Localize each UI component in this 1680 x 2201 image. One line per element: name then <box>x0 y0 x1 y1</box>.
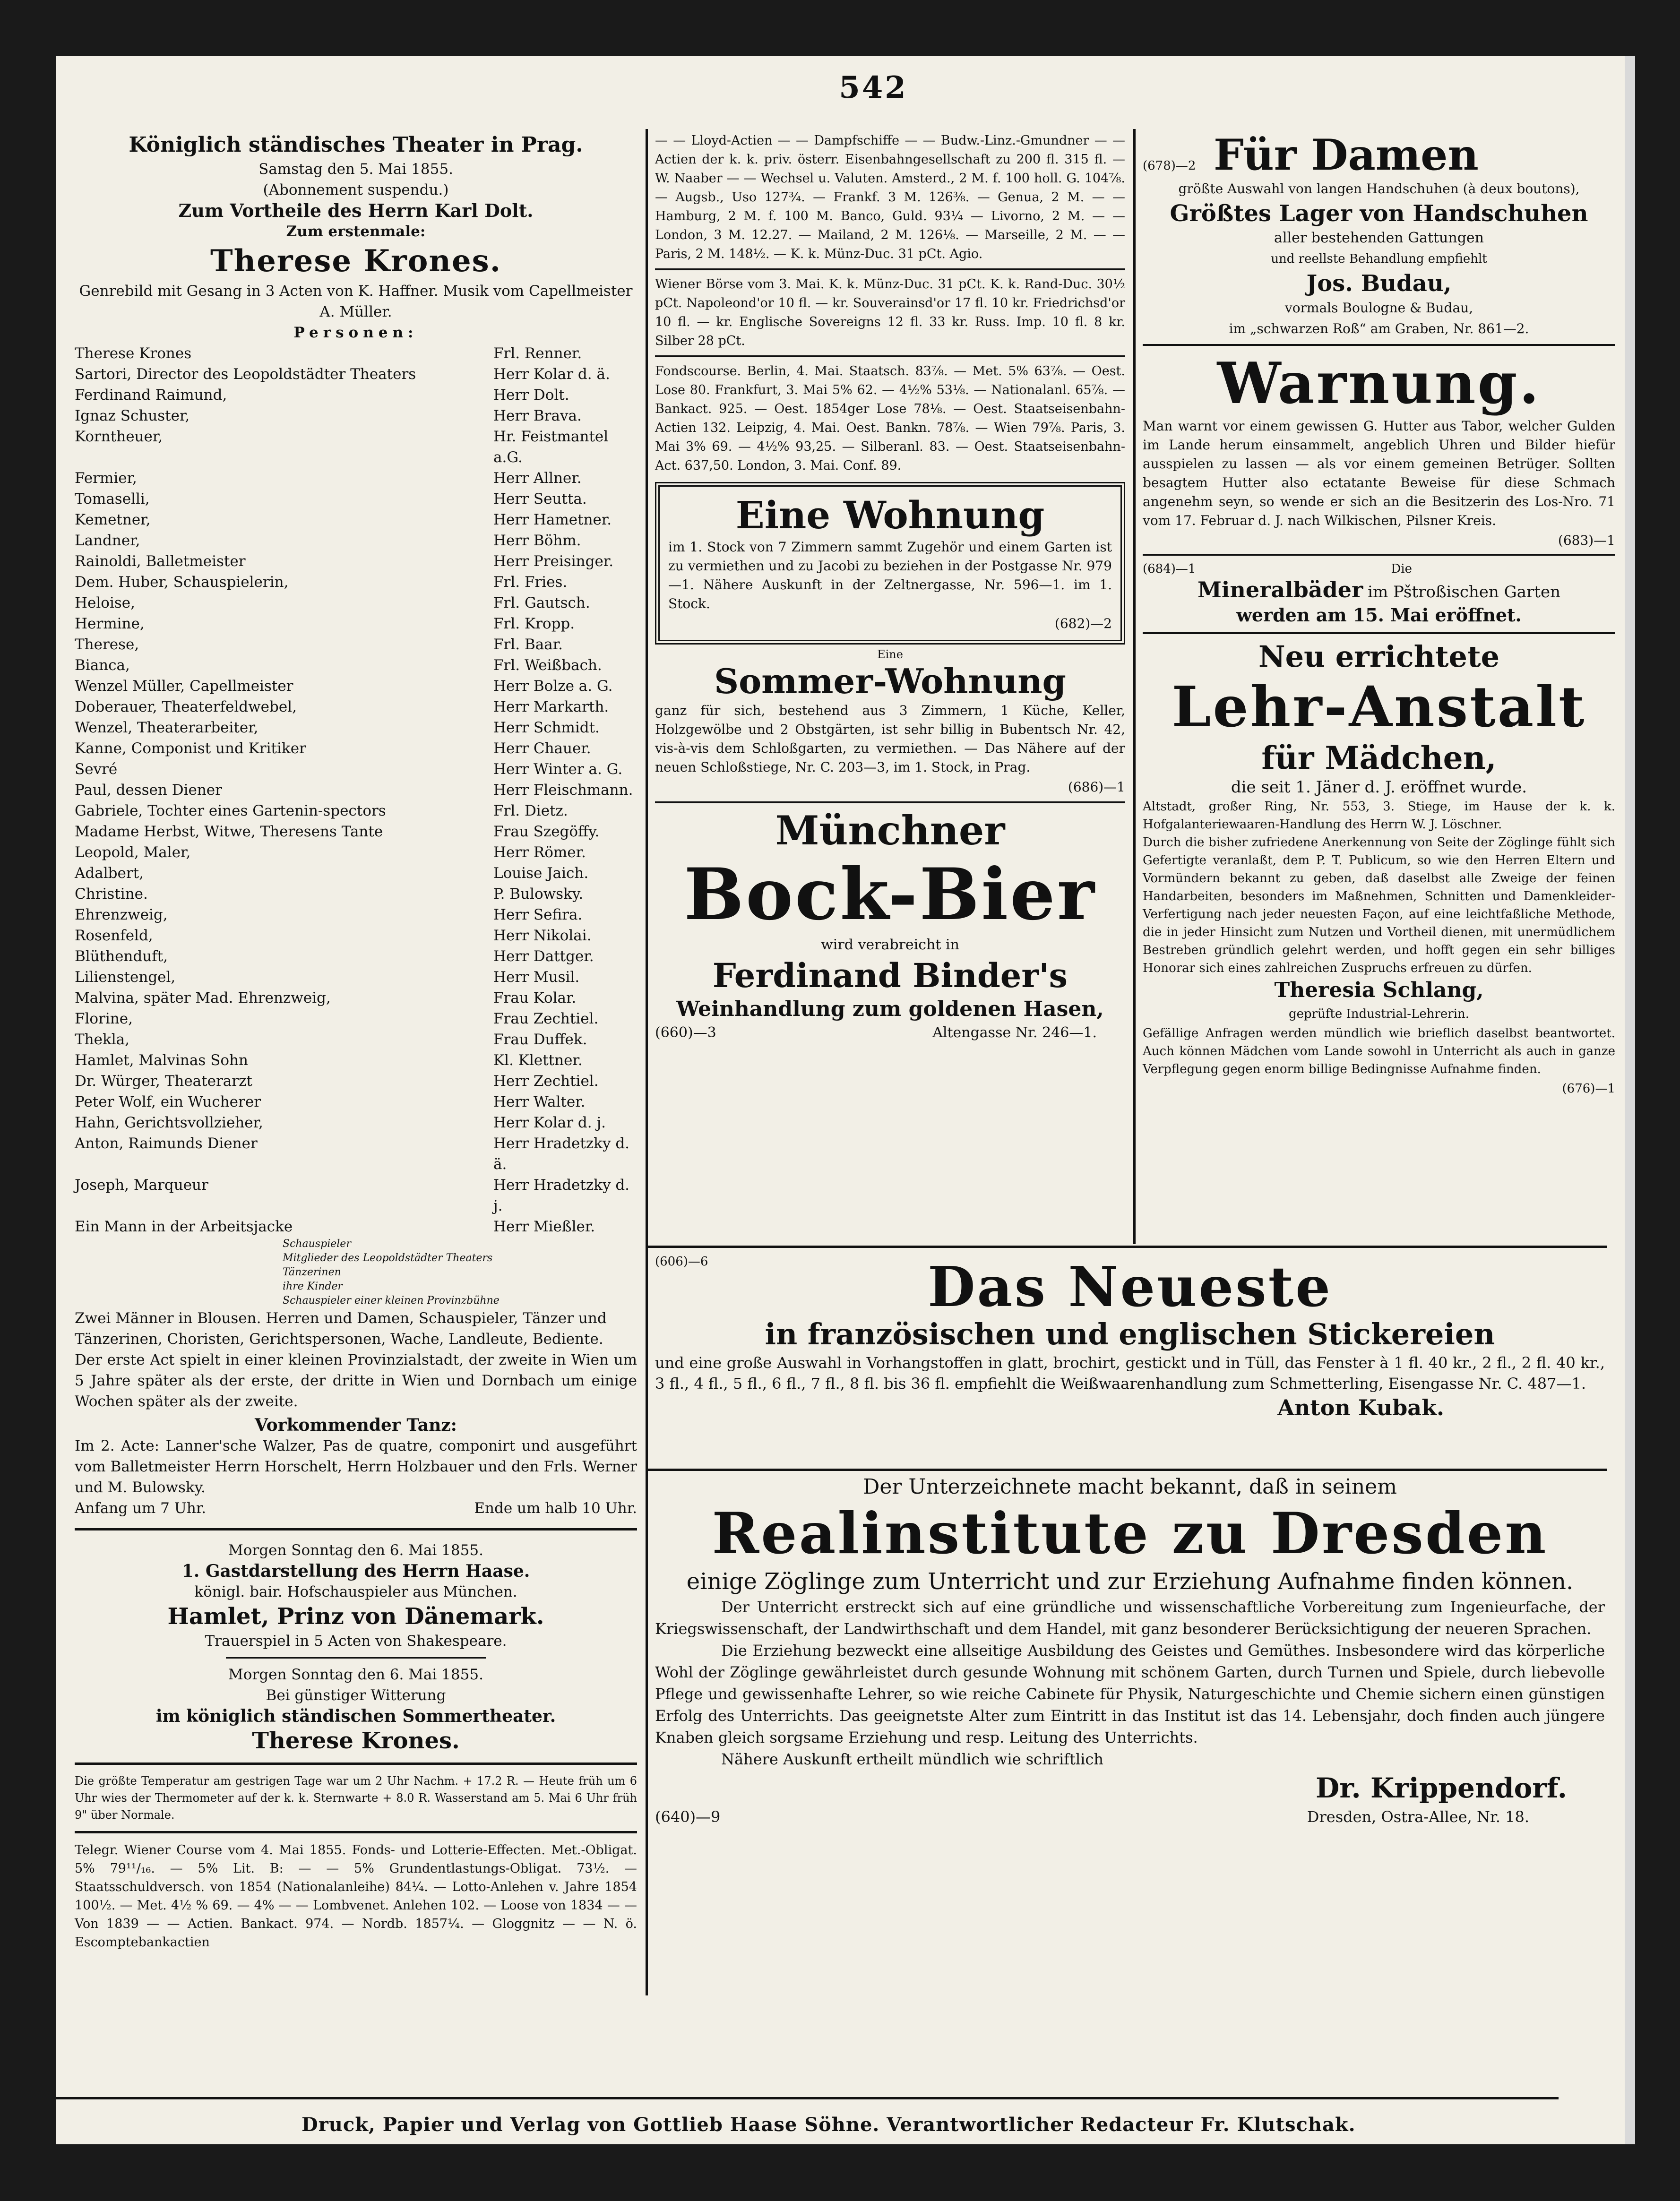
ad-neueste-name: Anton Kubak. <box>1277 1395 1444 1420</box>
cast-role: Heloise, <box>75 594 135 611</box>
cast-actor: Frl. Fries. <box>493 574 568 591</box>
cast-row <box>75 1008 635 1029</box>
bourse-rates-2: Wiener Börse vom 3. Mai. K. k. Münz-Duc. 31 pCt. K. k. Rand-Duc. 30½ pCt. Napoleond'or 10 fl. — kr. Souverainsd'or 17 fl. 10 kr. Friedrichsd'or 10 fl. — kr. Englische Sovereigns 12 fl. 33 kr. Russ. Imp. 10 fl. 8 kr. Silber 28 pCt. <box>655 277 1125 348</box>
cast-role: Christine. <box>75 886 148 903</box>
cast-row <box>75 468 635 489</box>
cast-row <box>75 863 635 884</box>
cast-role: Adalbert, <box>75 865 144 882</box>
cast-actor: Herr Markarth. <box>493 698 609 715</box>
page-number: 542 <box>839 70 908 105</box>
guest-performance: 1. Gastdarstellung des Herrn Haase. <box>181 1561 530 1581</box>
ad-dresden-ref: (640)—9 <box>655 1808 721 1826</box>
cast-actor: Herr Römer. <box>493 844 586 861</box>
cast-role: Doberauer, Theaterfeldwebel, <box>75 698 297 715</box>
cast-actor: Frau Duffek. <box>493 1031 587 1048</box>
bourse-rates-1: — — Lloyd-Actien — — Dampfschiffe — — Budw.-Linz.-Gmundner — — Actien der k. k. priv. österr. Eisenbahngesellschaft zu 200 fl. 315 fl. — W. Naaber — — Wechsel u. Valuten. Amsterd., 2 M. f. 100 holl. G. 104⅞. — Augsb., Uso 127¾. — Frankf. 3 M. 126⅜. — Genua, 2 M. — — Hamburg, 2 M. f. 100 M. Banco, Guld. 93¼ — Livorno, 2 M. — — London, 3 M. 12.27. — Mailand, 2 M. 126⅛. — Marseille, 2 M. — — Paris, 2 M. 148½. — K. k. Münz-Duc. 31 pCt. Agio. <box>655 133 1125 261</box>
section-rule-2 <box>75 1763 637 1765</box>
cast-side-label-provinzbuehne: Schauspieler einer kleinen Provinzbühne <box>283 1295 500 1307</box>
cast-role: Paul, dessen Diener <box>75 782 222 799</box>
newspaper-page <box>56 56 1635 2144</box>
ad-lehr-title: geprüfte Industrial-Lehrerin. <box>1288 1007 1470 1021</box>
cast-actor: Herr Dolt. <box>493 387 569 404</box>
ad-dresden-p1: Der Unterricht erstreckt sich auf eine gründliche und wissenschaftliche Vorbereitung zum Ingenieurfache, der Kriegswissenschaft, der Landwirthschaft und dem Handel, mit ganz besonderer Berücksichtigung der neueren Sprachen. <box>655 1598 1605 1638</box>
cast-row <box>75 738 635 759</box>
cast-role: Bianca, <box>75 657 130 674</box>
cast-role: Wenzel, Theaterarbeiter, <box>75 719 258 736</box>
cast-row <box>75 988 635 1008</box>
telegraph-courses: Telegr. Wiener Course vom 4. Mai 1855. Fonds- und Lotterie-Effecten. Met.-Obligat. 5% 79¹¹/₁₆. — 5% Lit. B: — — 5% Grundentlastungs-Obligat. 73½. — Staatsschuldversch. von 1854 (Nationalanleihe) 84¼. — Lotto-Anlehen v. Jahre 1854 100½. — Met. 4½ % 69. — 4% — — Lombvenet. Anlehen 102. — Loose von 1834 — — Von 1839 — — Actien. Bankact. 974. — Nordb. 1857¼. — Gloggnitz — — N. ö. Escomptebankactien <box>75 1843 637 1950</box>
cast-row <box>75 509 635 530</box>
cast-actor: P. Bulowsky. <box>493 886 584 903</box>
cast-actor: Louise Jaich. <box>493 865 589 882</box>
cast-role: Ferdinand Raimund, <box>75 387 227 404</box>
cast-role: Rosenfeld, <box>75 927 153 944</box>
cast-role: Ein Mann in der Arbeitsjacke <box>75 1218 293 1235</box>
cast-actor: Herr Allner. <box>493 470 582 487</box>
cast-role: Landner, <box>75 532 140 549</box>
ad-mineral-text3: werden am 15. Mai eröffnet. <box>1236 604 1522 626</box>
cast-actor: Frl. Gautsch. <box>493 594 590 611</box>
cast-role: Dem. Huber, Schauspielerin, <box>75 574 289 591</box>
cast-actor: Frl. Kropp. <box>493 615 575 632</box>
end-time: Ende um halb 10 Uhr. <box>474 1500 637 1517</box>
personen-label: Personen: <box>293 324 418 341</box>
footer-rule <box>56 2097 1559 2099</box>
weather-condition: Bei günstiger Witterung <box>266 1687 446 1704</box>
cast-row <box>75 551 635 572</box>
cast-row <box>75 967 635 988</box>
cast-role: Ignaz Schuster, <box>75 407 190 424</box>
benefit-line: Zum Vortheile des Herrn Karl Dolt. <box>178 200 534 221</box>
cast-row <box>75 489 635 509</box>
ad-bier-ref: (660)—3 <box>655 1024 716 1041</box>
ad-lehr-l4: die seit 1. Jäner d. J. eröffnet wurde. <box>1231 778 1527 797</box>
ad-dresden <box>655 1473 1605 1828</box>
ad-lehr-text: Durch die bisher zufriedene Anerkennung von Seite der Zöglinge fühlt sich Gefertigte veranlaßt, dem P. T. Publicum, so wie den Herren Eltern und Vormündern bekannt zu geben, daß daselbst alle Zweige der feinen Handarbeiten, besonders im Maßnehmen, Schnitten und Damenkleider-Verfertigung nach jeder neuesten Façon, auf eine leichtfaßliche Methode, die in jeder Hinsicht zum Nutzen und Vortheil dienen, mit unermüdlichem Bestreben gründlich gelehrt werden, und hofft gegen ein sehr billiges Honorar sich eines zahlreichen Zuspruchs erfreuen zu dürfen. <box>1143 835 1615 975</box>
cast-actor: Frl. Dietz. <box>493 802 568 819</box>
cast-actor: Hr. Feistmantel a.G. <box>493 428 609 466</box>
cast-actor: Frau Zechtiel. <box>493 1010 599 1027</box>
cast-row <box>75 717 635 738</box>
cast-actor: Herr Sefira. <box>493 906 583 923</box>
cast-row <box>75 405 635 426</box>
cast-actor: Herr Brava. <box>493 407 582 424</box>
cast-role: Kemetner, <box>75 511 151 528</box>
cast-row <box>75 676 635 696</box>
cast-row <box>75 780 635 800</box>
cast-role: Korntheuer, <box>75 428 163 445</box>
theater-column <box>75 131 637 1952</box>
cast-actor: Herr Walter. <box>493 1093 586 1110</box>
cast-actor: Herr Zechtiel. <box>493 1073 599 1090</box>
ad-mineral-text1: Mineralbäder <box>1197 577 1363 602</box>
cast-actor: Frau Kolar. <box>493 989 577 1006</box>
rule <box>1143 554 1615 556</box>
cast-role: Florine, <box>75 1010 133 1027</box>
cast-actor: Frl. Renner. <box>493 345 582 362</box>
theater-date: Samstag den 5. Mai 1855. <box>258 161 453 178</box>
cast-role: Hermine, <box>75 615 145 632</box>
cast-actor: Frl. Baar. <box>493 636 563 653</box>
ad-lehr-ref: (676)—1 <box>1562 1082 1615 1096</box>
ad-sommer-pre: Eine <box>877 648 903 661</box>
abonnement: (Abonnement suspendu.) <box>263 181 449 198</box>
tomorrow-date-2: Morgen Sonntag den 6. Mai 1855. <box>228 1666 483 1683</box>
cast-row <box>75 364 635 385</box>
cast-actor: Frau Szegöffy. <box>493 823 600 840</box>
cast-row <box>75 385 635 405</box>
ad-damen-title: Für Damen <box>1214 130 1479 180</box>
cast-row <box>75 696 635 717</box>
cast-role: Joseph, Marqueur <box>75 1177 208 1194</box>
ad-sommer-ref: (686)—1 <box>1068 779 1125 795</box>
column-rule-left <box>646 129 648 1995</box>
tanz-text: Im 2. Acte: Lanner'sche Walzer, Pas de quatre, componirt und ausgeführt vom Balletmeister Herrn Horschelt, Herrn Holzbauer und den Frls. Werner und M. Bulowsky. <box>75 1437 637 1496</box>
cast-actor: Herr Hradetzky d. ä. <box>493 1135 630 1173</box>
summer-theater: im königlich ständischen Sommertheater. <box>155 1706 556 1726</box>
cast-row <box>75 842 635 863</box>
ad-neueste <box>655 1251 1605 1421</box>
cast-role: Anton, Raimunds Diener <box>75 1135 258 1152</box>
rule <box>655 355 1125 357</box>
cast-actor: Herr Mießler. <box>493 1218 595 1235</box>
cast-actor: Herr Preisinger. <box>493 553 614 570</box>
column-rule-right <box>1133 129 1136 1244</box>
cast-role: Ehrenzweig, <box>75 906 168 923</box>
genre-line: Genrebild mit Gesang in 3 Acten von K. Haffner. Musik vom Capellmeister A. Müller. <box>79 283 633 320</box>
cast-role: Therese, <box>75 636 139 653</box>
ad-wohnung <box>655 482 1125 645</box>
cast-role: Blüthenduft, <box>75 948 168 965</box>
right-column <box>1143 131 1615 1099</box>
cast-role: Sevré <box>75 761 118 778</box>
ad-bier-line2: Bock-Bier <box>684 853 1096 936</box>
ad-damen-l3: aller bestehenden Gattungen <box>1274 230 1484 246</box>
cast-row <box>75 1050 635 1071</box>
ad-neueste-sub: in französischen und englischen Stickereien <box>765 1317 1495 1351</box>
cast-row <box>75 1112 635 1133</box>
cast-actor: Frl. Weißbach. <box>493 657 602 674</box>
ad-warnung-text: Man warnt vor einem gewissen G. Hutter aus Tabor, welcher Gulden im Lande herum einsammelt, angeblich Uhren und Bilder hiefür ausspielen zu lassen — als vor einem gemeinen Betrüger. Sollten besagtem Hutter also ectatante Beweise für diese Schmach angenehm seyn, so wende er sich an die Besitzerin des Los-Nro. 71 vom 17. Februar d. J. nach Wilkischen, Pilsner Kreis. <box>1143 418 1615 528</box>
cast-actor: Herr Bolze a. G. <box>493 678 613 695</box>
cast-actor: Herr Hradetzky d. j. <box>493 1177 630 1214</box>
cast-row <box>75 759 635 780</box>
cast-role: Peter Wolf, ein Wucherer <box>75 1093 261 1110</box>
cast-row <box>75 613 635 634</box>
ad-lehr-text2: Gefällige Anfragen werden mündlich wie brieflich daselbst beantwortet. Auch können Mädchen vom Lande sowohl in Unterricht als auch in ganze Verpflegung gegen enorm billige Bedingnisse Aufnahme finden. <box>1143 1026 1615 1076</box>
cast-row <box>75 800 635 821</box>
cast-actor: Herr Fleischmann. <box>493 782 633 799</box>
cast-row <box>75 1133 635 1175</box>
cast-actor: Herr Chauer. <box>493 740 591 757</box>
cast-actor: Herr Dattger. <box>493 948 594 965</box>
cast-actor: Kl. Klettner. <box>493 1052 583 1069</box>
ad-warnung-ref: (683)—1 <box>1558 533 1615 548</box>
ad-dresden-p3: Nähere Auskunft ertheilt mündlich wie schriftlich <box>721 1750 1103 1768</box>
ad-neueste-title: Das Neueste <box>927 1255 1333 1319</box>
cast-row <box>75 1071 635 1092</box>
cast-list <box>75 343 637 1308</box>
ad-damen-l1: größte Auswahl von langen Handschuhen (à deux boutons), <box>1178 181 1580 197</box>
weather-report: Die größte Temperatur am gestrigen Tage war um 2 Uhr Nachm. + 17.2 R. — Heute früh um 6 Uhr wies der Thermometer auf der k. k. Sternwarte + 8.0 R. Wasserstand am 5. Mai 6 Uhr früh 9" über Normale. <box>75 1774 637 1822</box>
cast-role: Lilienstengel, <box>75 969 176 986</box>
cast-row <box>75 426 635 468</box>
cast-role: Sartori, Director des Leopoldstädter Theaters <box>75 366 416 383</box>
imprint-footer: Druck, Papier und Verlag von Gottlieb Haase Söhne. Verantwortlicher Redacteur Fr. Klutschak. <box>302 2114 1356 2136</box>
cast-row <box>75 655 635 676</box>
section-rule-3 <box>75 1831 637 1833</box>
play-title-2: Therese Krones. <box>252 1728 460 1754</box>
cast-actor: Herr Winter a. G. <box>493 761 623 778</box>
cast-role: Malvina, später Mad. Ehrenzweig, <box>75 989 331 1006</box>
rule <box>1143 632 1615 634</box>
ad-dresden-name: Dr. Krippendorf. <box>1316 1772 1567 1804</box>
ad-warnung-title: Warnung. <box>1217 350 1541 417</box>
cast-role: Hamlet, Malvinas Sohn <box>75 1052 248 1069</box>
ad-sommer-title: Sommer-Wohnung <box>714 661 1066 701</box>
ad-wohnung-ref: (682)—2 <box>1054 616 1112 631</box>
ad-mineral-ref: (684)—1 <box>1143 562 1196 576</box>
cast-row <box>75 821 635 842</box>
ad-bier-line3: wird verabreicht in <box>821 937 959 953</box>
cast-role: Therese Krones <box>75 345 192 362</box>
cast-row <box>75 946 635 967</box>
cast-side-label-schauspieler: Schauspieler <box>283 1238 351 1250</box>
cast-row <box>75 884 635 904</box>
cast-row <box>75 1175 635 1216</box>
hamlet-title: Hamlet, Prinz von Dänemark. <box>167 1603 544 1630</box>
ad-dresden-addr: Dresden, Ostra-Allee, Nr. 18. <box>1307 1808 1529 1826</box>
ad-neueste-ref: (606)—6 <box>655 1255 708 1269</box>
extras-text: Zwei Männer in Blousen. Herren und Damen, Schauspieler, Tänzer und Tänzerinen, Choristen, Gerichtspersonen, Wache, Landleute, Bediente. <box>75 1310 607 1348</box>
act-note: Der erste Act spielt in einer kleinen Provinzialstadt, der zweite in Wien um 5 Jahre später als der erste, der dritte in Wien und Dornbach um einige Wochen später als der zweite. <box>75 1351 637 1410</box>
ad-mineral-die: Die <box>1391 562 1412 576</box>
cast-role: Leopold, Maler, <box>75 844 191 861</box>
ad-dresden-title: Realinstitute zu Dresden <box>712 1500 1548 1567</box>
cast-role: Hahn, Gerichtsvollzieher, <box>75 1114 263 1131</box>
ad-lehr-name: Theresia Schlang, <box>1274 978 1484 1002</box>
cast-row <box>75 904 635 925</box>
cast-row <box>75 343 635 364</box>
ad-damen-name: Jos. Budau, <box>1306 270 1452 297</box>
ad-dresden-sub: einige Zöglinge zum Unterricht und zur Erziehung Aufnahme finden können. <box>686 1568 1574 1595</box>
ad-lehr-l1: Neu errichtete <box>1258 639 1500 674</box>
play-title: Therese Krones. <box>210 243 501 279</box>
ad-damen-l6: im „schwarzen Roß“ am Graben, Nr. 861—2. <box>1229 321 1529 336</box>
cast-row <box>75 634 635 655</box>
ad-damen-ref: (678)—2 <box>1143 159 1196 173</box>
short-rule <box>226 1657 486 1659</box>
cast-side-label-taenzerinen: Tänzerinen <box>283 1266 341 1278</box>
cast-role: Dr. Würger, Theaterarzt <box>75 1073 252 1090</box>
ad-bier-address: Altengasse Nr. 246—1. <box>932 1024 1097 1041</box>
cast-actor: Herr Schmidt. <box>493 719 600 736</box>
cast-role: Tomaselli, <box>75 490 150 507</box>
rule-neueste-top <box>648 1246 1607 1248</box>
tomorrow-date-1: Morgen Sonntag den 6. Mai 1855. <box>228 1542 483 1559</box>
tanz-heading: Vorkommender Tanz: <box>255 1415 457 1435</box>
ad-lehr-l2: Lehr-Anstalt <box>1172 674 1586 739</box>
cast-side-label-kinder: ihre Kinder <box>283 1281 343 1292</box>
cast-role: Gabriele, Tochter eines Gartenin-spectors <box>75 802 386 819</box>
ad-mineral-text2: im Pštroßischen Garten <box>1368 583 1560 602</box>
cast-row <box>75 1092 635 1112</box>
cast-role: Thekla, <box>75 1031 130 1048</box>
first-time-line: Zum erstenmale: <box>286 223 426 240</box>
guest-origin: königl. bair. Hofschauspieler aus München. <box>194 1583 517 1600</box>
ad-bier-line1: Münchner <box>775 807 1005 854</box>
cast-row <box>75 572 635 593</box>
cast-row <box>75 1216 635 1237</box>
cast-actor: Herr Nikolai. <box>493 927 592 944</box>
ad-lehr-l3: für Mädchen, <box>1261 739 1497 776</box>
ad-damen-l2: Größtes Lager von Handschuhen <box>1170 200 1588 227</box>
bourse-rates-3: Fondscourse. Berlin, 4. Mai. Staatsch. 83⅞. — Met. 5% 63⅞. — Oest. Lose 80. Frankfurt, 3. Mai 5% 62. — 4½% 53⅛. — Nationalanl. 65⅞. — Bankact. 925. — Oest. 1854ger Lose 78⅛. — Oest. Staatseisenbahn-Actien 132. Leipzig, 4. Mai. Oest. Bankn. 78⅞. — Wien 79⅞. Paris, 3. Mai 3% 69. — 4½% 93,25. — Silberanl. 83. — Oest. Staatseisenbahn-Act. 637,50. London, 3. Mai. Conf. 89. <box>655 364 1125 473</box>
theater-heading: Königlich ständisches Theater in Prag. <box>129 133 583 157</box>
ad-neueste-text: und eine große Auswahl in Vorhangstoffen in glatt, brochirt, gestickt und in Tüll, das Fenster à 1 fl. 40 kr., 2 fl., 2 fl. 40 kr., 3 fl., 4 fl., 5 fl., 6 fl., 7 fl., 8 fl. bis 36 fl. empfiehlt die Weißwaarenhandlung zum Schmetterling, Eisengasse Nr. C. 487—1. <box>655 1354 1605 1393</box>
ad-bier-line5: Weinhandlung zum goldenen Hasen, <box>676 997 1104 1021</box>
cast-actor: Herr Seutta. <box>493 490 587 507</box>
rule-dresden-top <box>648 1469 1607 1471</box>
cast-actor: Herr Böhm. <box>493 532 581 549</box>
cast-actor: Herr Kolar d. ä. <box>493 366 610 383</box>
cast-actor: Herr Musil. <box>493 969 580 986</box>
ad-sommer-text: ganz für sich, bestehend aus 3 Zimmern, 1 Küche, Keller, Holzgewölbe und 2 Obstgärten, ist sehr billig in Bubentsch Nr. 42, vis-à-vis dem Schloßgarten, zu vermiethen. — Das Nähere auf der neuen Schloßstiege, Nr. C. 203—3, im 1. Stock, in Prag. <box>655 703 1125 775</box>
cast-side-label-mitglieder: Mitglieder des Leopoldstädter Theaters <box>283 1252 493 1264</box>
cast-role: Kanne, Componist und Kritiker <box>75 740 306 757</box>
ad-damen-l4: und reellste Behandlung empfiehlt <box>1271 252 1487 266</box>
middle-column <box>655 131 1125 1043</box>
cast-row <box>75 1029 635 1050</box>
rule <box>655 268 1125 270</box>
ad-dresden-intro: Der Unterzeichnete macht bekannt, daß in seinem <box>863 1475 1397 1499</box>
cast-actor: Herr Kolar d. j. <box>493 1114 606 1131</box>
ad-lehr-l5: Altstadt, großer Ring, Nr. 553, 3. Stiege, im Hause der k. k. Hofgalanteriewaaren-Handlung des Herrn W. J. Löschner. <box>1143 800 1615 832</box>
section-rule <box>75 1528 637 1530</box>
cast-row <box>75 925 635 946</box>
cast-role: Wenzel Müller, Capellmeister <box>75 678 293 695</box>
cast-row <box>75 530 635 551</box>
ad-wohnung-text: im 1. Stock von 7 Zimmern sammt Zugehör und einem Garten ist zu vermiethen und zu Jacobi zu beziehen in der Postgasse Nr. 979—1. Nähere Auskunft in der Zeltnergasse, Nr. 596—1. im 1. Stock. <box>668 539 1112 611</box>
trauerspiel-line: Trauerspiel in 5 Acten von Shakespeare. <box>205 1633 507 1650</box>
cast-actor: Herr Hametner. <box>493 511 612 528</box>
ad-bier-line4: Ferdinand Binder's <box>712 956 1068 995</box>
cast-role: Madame Herbst, Witwe, Theresens Tante <box>75 823 383 840</box>
start-time: Anfang um 7 Uhr. <box>75 1500 207 1517</box>
ad-damen-l5: vormals Boulogne & Budau, <box>1284 300 1473 316</box>
ad-dresden-p2: Die Erziehung bezweckt eine allseitige Ausbildung des Geistes und Gemüthes. Insbesondere wird das körperliche Wohl der Zöglinge gewährleistet durch gesunde Wohnung mit schönem Garten, durch Turnen und Spiele, durch liebevolle Pflege und gewissenhafte Lehrer, so wie reiche Cabinete für Physik, Naturgeschichte und Chemie sichern einen günstigen Erfolg des Unterrichts. Das geeignetste Alter zum Eintritt in das Institut ist das 14. Lebensjahr, doch finden auch jüngere Knaben gleich sorgsame Erziehung und resp. Leitung des Unterrichts. <box>655 1642 1605 1746</box>
cast-role: Fermier, <box>75 470 137 487</box>
rule <box>655 801 1125 803</box>
rule <box>1143 344 1615 346</box>
cast-role: Rainoldi, Balletmeister <box>75 553 246 570</box>
ad-wohnung-title: Eine Wohnung <box>735 493 1045 537</box>
cast-row <box>75 593 635 613</box>
